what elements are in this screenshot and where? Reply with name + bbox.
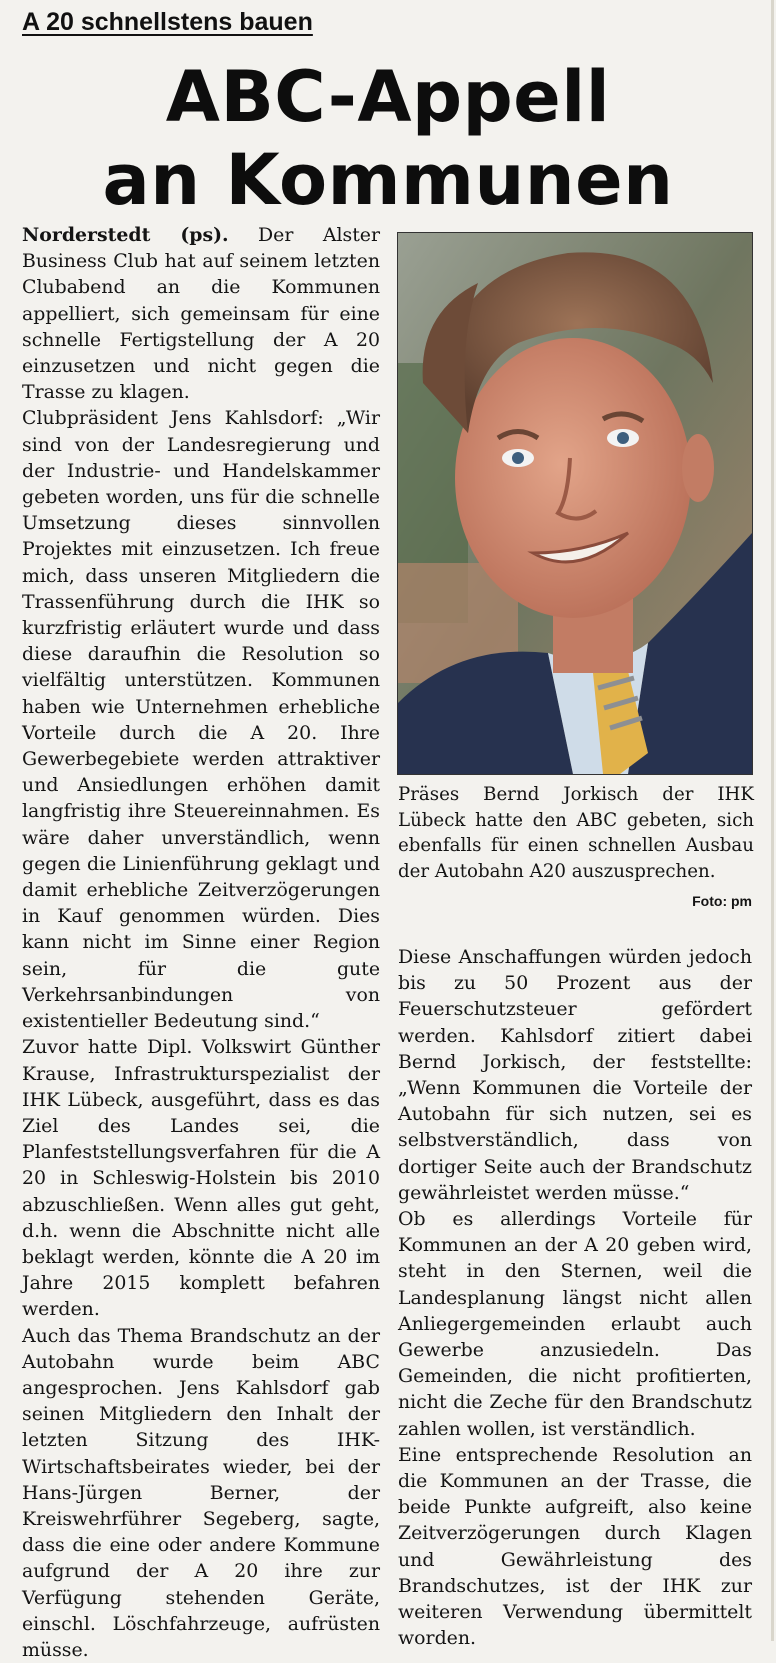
paragraph-anschaffungen: Diese Anschaffungen würden jedoch bis zu 50 Prozent aus der Feuerschutzsteuer gefördert werden. Kahlsdorf zitiert dabei Bernd Jorkisch, der feststellte: „Wenn Kommunen die Vorteile der Autobahn für sich nutzen, sei es selbstverständlich, dass von dortiger Seite auch der Brandschutz gewährleistet werden müsse.“ [398, 946, 752, 1204]
portrait-illustration [398, 233, 752, 774]
paragraph-brandschutz: Auch das Thema Brandschutz an der Autobahn wurde beim ABC angesprochen. Jens Kahlsdorf gab seinen Mitgliedern den Inhalt der letzten Sitzung des IHK-Wirtschaftsbeirates wieder, bei der Hans-Jürgen Berner, der Kreiswehrführer Segeberg, sagte, dass die eine oder andere Kommune aufgrund der A 20 ihre zur Verfügung stehenden Geräte, einschl. Löschfahrzeuge, aufrüsten müsse. [22, 1324, 380, 1661]
article-column-left [22, 222, 380, 1663]
paragraph-quote: Clubpräsident Jens Kahlsdorf: „Wir sind von der Landesregierung und der Industrie- und Handelskammer gebeten worden, uns für die schnelle Umsetzung dieses sinnvollen Projektes mit einzusetzen. Ich freue mich, dass unseren Mitgliedern die Trassenführung durch die IHK so kurzfristig erläutert wurde und dass diese daraufhin die Resolution so vielfältig unterstützen. Kommunen haben wie Unternehmen erhebliche Vorteile durch die A 20. Ihre Gewerbegebiete werden attraktiver und Ansiedlungen erhöhen damit langfristig ihre Steuereinnahmen. Es wäre daher unverständlich, wenn gegen die Linienführung geklagt und damit erhebliche Zeitverzögerungen in Kauf genommen würden. Dies kann nicht im Sinne einer Region sein, für die gute Verkehrsanbindungen von existentieller Bedeutung sind.“ [22, 407, 380, 1033]
headline-line-2: an Kommunen [102, 139, 674, 221]
article-column-right [398, 944, 752, 1651]
paragraph-vorteile: Ob es allerdings Vorteile für Kommunen an der A 20 geben wird, steht in den Sternen, weil die Landesplanung längst nicht allen Anliegergemeinden erlaubt auch Gewerbe anzusiedeln. Das Gemeinden, die nicht profitierten, nicht die Zeche für den Brandschutz zahlen wollen, ist verständlich. [398, 1208, 752, 1440]
headline-line-1: ABC-Appell [165, 56, 611, 138]
paragraph-resolution: Eine entsprechende Resolution an die Kommunen an der Trasse, die beide Punkte aufgreift, also keine Zeitverzögerungen durch Klagen und Gewährleistung des Brandschutzes, ist der IHK zur weiteren Verwendung übermittelt worden. [398, 1443, 752, 1650]
page-edge-rule [771, 0, 774, 1641]
paragraph-intro [22, 222, 380, 405]
paragraph-krause: Zuvor hatte Dipl. Volkswirt Günther Krause, Infrastrukturspezialist der IHK Lübeck, ausgeführt, dass es das Ziel des Landes sei, die Planfeststellungsverfahren für die A 20 in Schleswig-Holstein bis 2010 abzuschließen. Wenn alles gut geht, d.h. wenn die Abschnitte nicht alle beklagt werden, könnte die A 20 im Jahre 2015 komplett befahren werden. [22, 1036, 380, 1321]
dateline: Norderstedt (ps). [22, 224, 229, 246]
photo-caption: Präses Bernd Jorkisch der IHK Lübeck hatte den ABC gebeten, sich ebenfalls für einen schnellen Ausbau der Autobahn A20 auszusprechen. [398, 784, 754, 882]
kicker: A 20 schnellstens bauen [22, 8, 313, 36]
paragraph-intro-text: Der Alster Business Club hat auf seinem letzten Clubabend an die Kommunen appelliert, sich gemeinsam für eine schnelle Fertigstellung der A 20 einzusetzen und nicht gegen die Trasse zu klagen. [22, 224, 380, 404]
portrait-photo [397, 232, 753, 775]
photo-credit: Foto: pm [692, 893, 752, 909]
